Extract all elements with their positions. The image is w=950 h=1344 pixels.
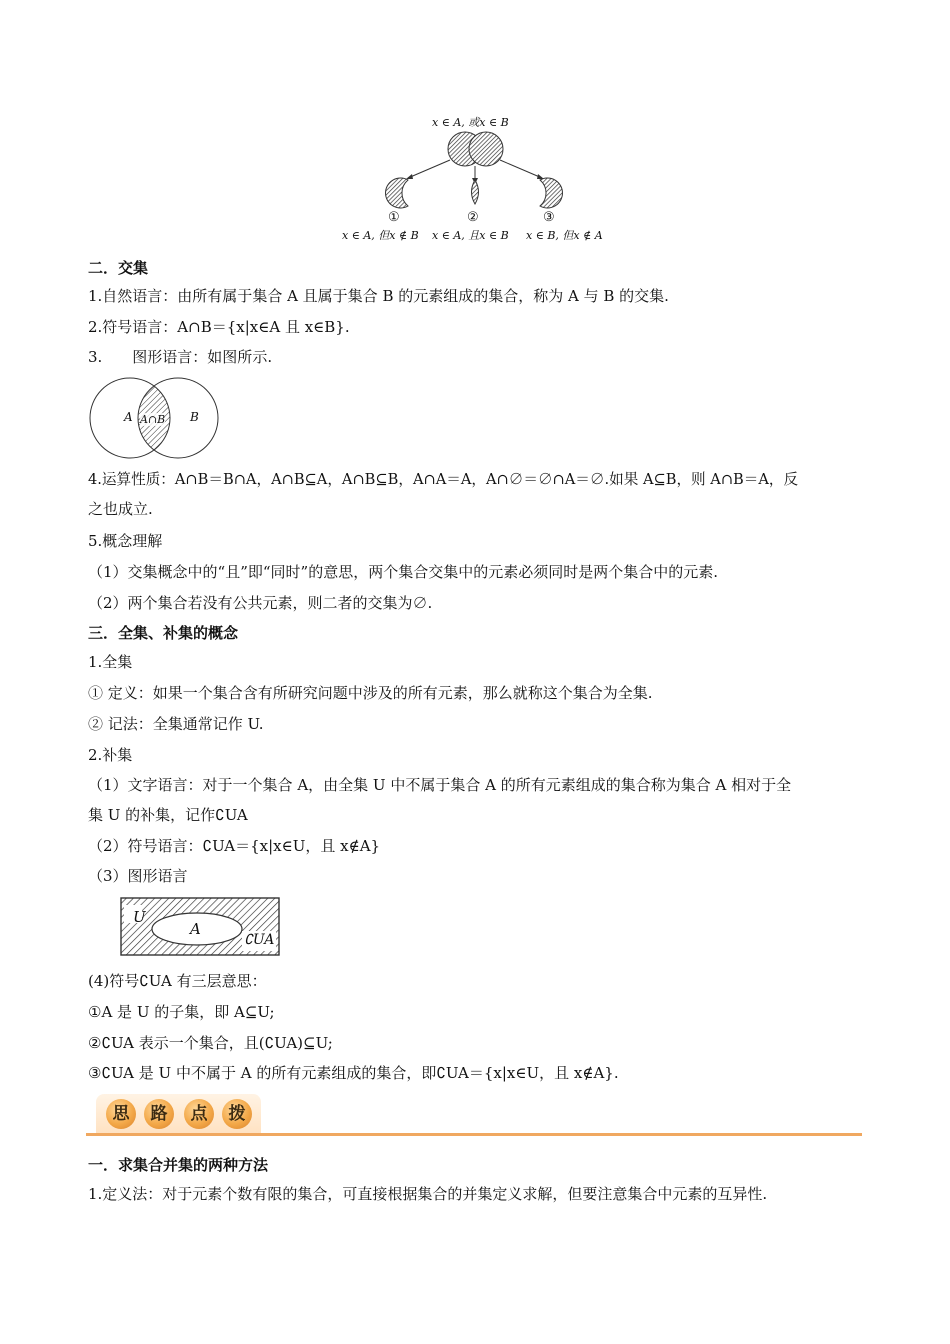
venn-label-b: B (190, 410, 199, 424)
complement-heading: 2.补集 (88, 746, 133, 764)
methods-definition-method: 1.定义法：对于元素个数有限的集合，可直接根据集合的并集定义求解，但要注意集合中元素的互异性. (88, 1185, 768, 1203)
intersection-properties-cont: 之也成立. (88, 500, 153, 518)
complement-meaning-2: ②∁UA 表示一个集合，且(∁UA)⊆U; (88, 1034, 333, 1052)
union-figure-top-label: x ∈ A, 或x ∈ B (432, 116, 509, 129)
banner-char-1: 思 (106, 1099, 136, 1129)
complement-text-language-cont: 集 U 的补集，记作∁UA (88, 806, 248, 824)
concept-heading: 5.概念理解 (88, 532, 163, 550)
banner-char-2: 路 (144, 1099, 174, 1129)
universal-set-heading: 1.全集 (88, 653, 133, 671)
rect-label-complement: ∁UA (244, 932, 275, 948)
intersection-natural-language: 1.自然语言：由所有属于集合 A 且属于集合 B 的元素组成的集合，称为 A 与 B 的交集. (88, 287, 669, 305)
caption-a-and-b: x ∈ A, 且x ∈ B (432, 229, 509, 242)
circled-number-3: ③ (543, 210, 555, 225)
rect-label-u: U (133, 908, 146, 926)
complement-symbol-language: （2）符号语言：∁UA＝{x|x∈U，且 x∉A} (88, 837, 381, 855)
caption-a-not-b: x ∈ A, 但x ∉ B (342, 229, 419, 242)
complement-meaning-heading: (4)符号∁UA 有三层意思： (88, 972, 267, 990)
complement-meaning-1: ①A 是 U 的子集，即 A⊆U; (88, 1003, 275, 1021)
section-heading-intersection: 二．交集 (88, 259, 149, 277)
intersection-properties: 4.运算性质：A∩B＝B∩A，A∩B⊆A，A∩B⊆B，A∩A＝A，A∩∅＝∅∩A＝∅.如果 A⊆B，则 A∩B＝A，反 (88, 471, 799, 488)
circled-number-1: ① (388, 210, 400, 225)
section-heading-complement: 三．全集、补集的概念 (88, 624, 239, 642)
complement-graph-language: （3）图形语言 (88, 867, 188, 885)
b-minus-a-piece (540, 178, 562, 208)
universal-set-notation: ② 记法：全集通常记作 U. (88, 715, 264, 733)
concept-item-2: （2）两个集合若没有公共元素，则二者的交集为∅. (88, 594, 433, 612)
venn-label-a: A (124, 410, 133, 424)
banner-char-3: 点 (184, 1099, 214, 1129)
concept-item-1: （1）交集概念中的“且”即“同时”的意思，两个集合交集中的元素必须同时是两个集合中的元素. (88, 563, 718, 581)
circled-number-2: ② (467, 210, 479, 225)
methods-heading: 一．求集合并集的两种方法 (88, 1156, 269, 1174)
union-circle-b (469, 132, 503, 166)
rect-label-a: A (190, 920, 201, 938)
universal-set-definition: ① 定义：如果一个集合含有所研究问题中涉及的所有元素，那么就称这个集合为全集. (88, 684, 653, 702)
a-minus-b-piece (386, 178, 408, 208)
complement-text-language: （1）文字语言：对于一个集合 A，由全集 U 中不属于集合 A 的所有元素组成的集合称为集合 A 相对于全 (88, 776, 792, 794)
intersection-symbol-language: 2.符号语言：A∩B＝{x|x∈A 且 x∈B}. (88, 318, 350, 336)
banner-char-4: 拨 (222, 1099, 252, 1129)
venn-label-intersection: A∩B (140, 413, 166, 426)
banner-underline (86, 1133, 862, 1136)
intersection-graph-language: 3. 图形语言：如图所示. (88, 348, 273, 366)
caption-b-not-a: x ∈ B, 但x ∉ A (526, 229, 603, 242)
complement-meaning-3: ③∁UA 是 U 中不属于 A 的所有元素组成的集合，即∁UA＝{x|x∈U，且 x∉A}. (88, 1064, 619, 1082)
intersection-lens-piece (472, 180, 479, 204)
union-figure-graphic (340, 126, 630, 216)
